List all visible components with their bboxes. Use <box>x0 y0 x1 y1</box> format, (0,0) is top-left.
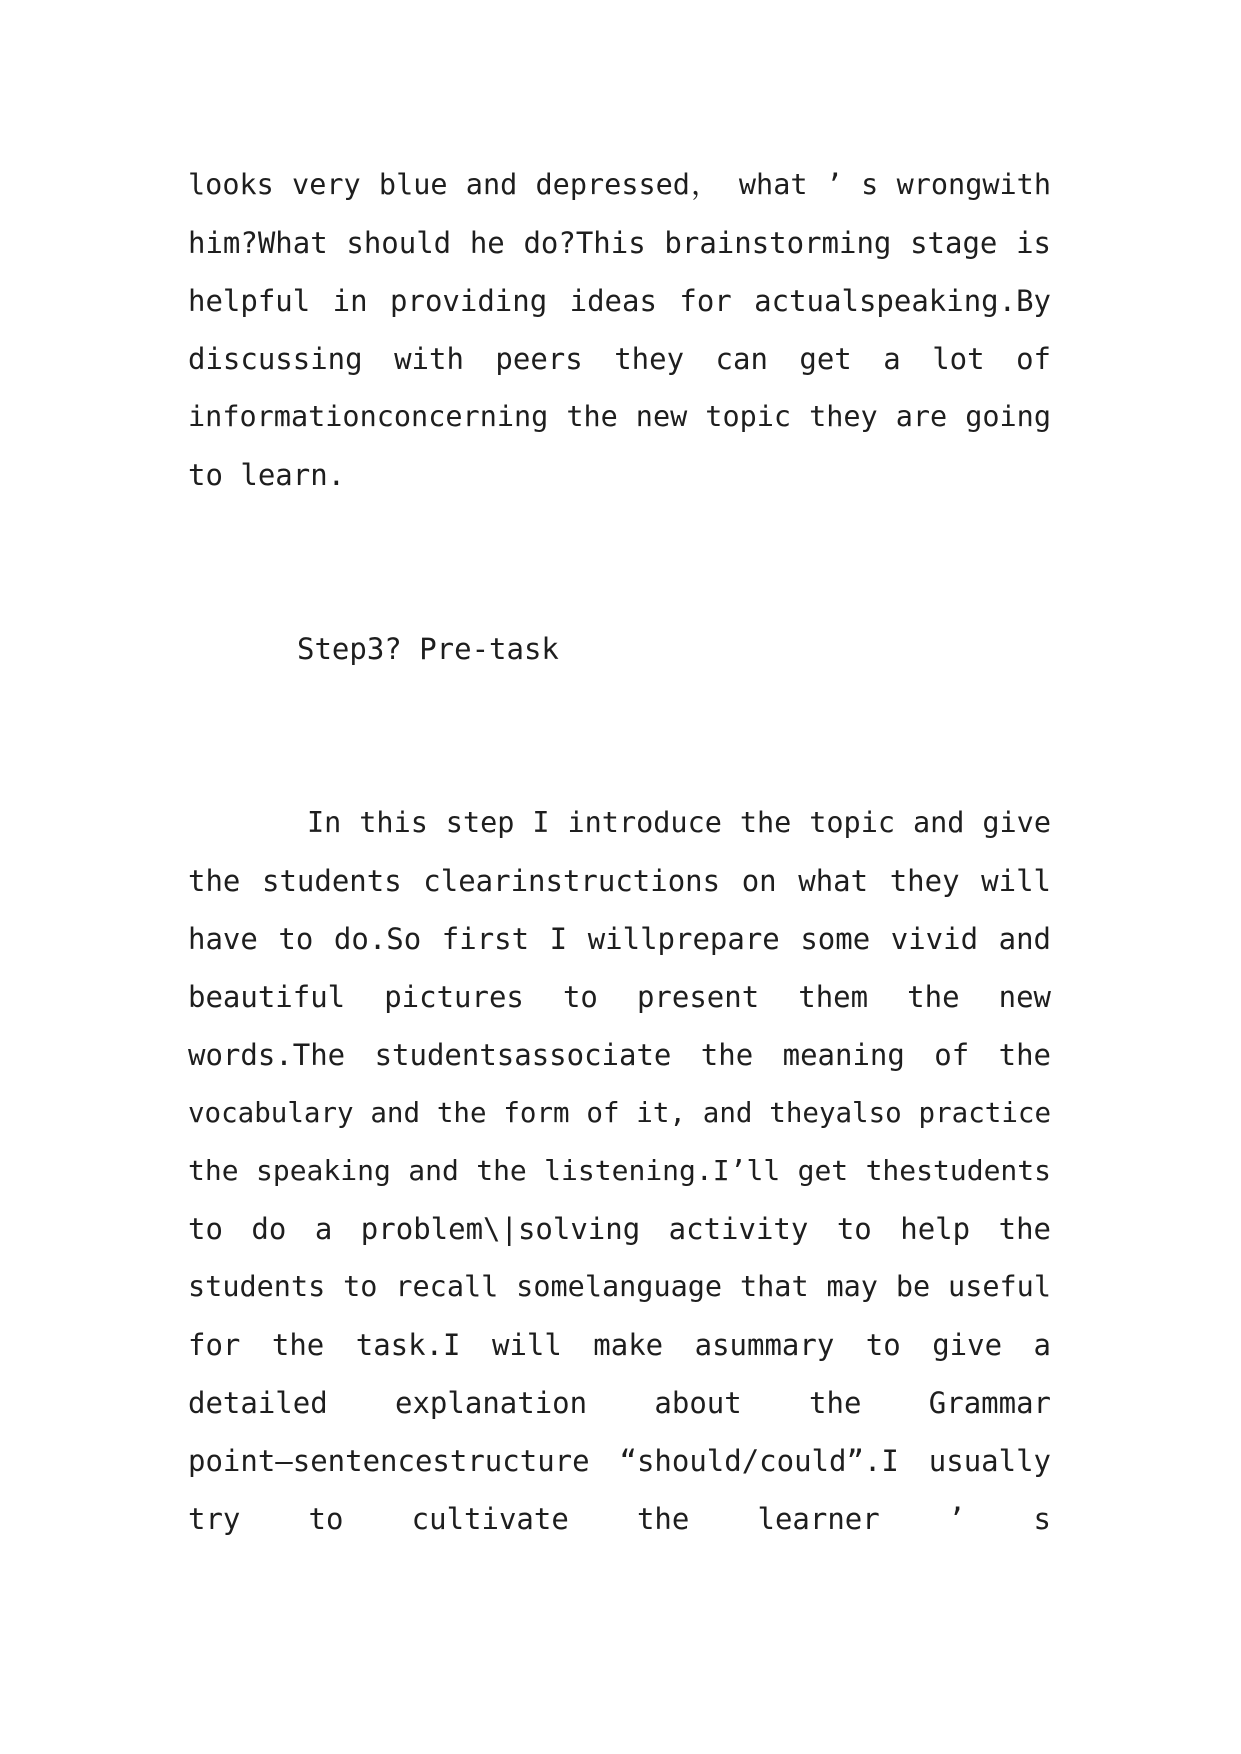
paragraph-line: detailed explanation about the Grammar <box>188 1386 1051 1420</box>
section-heading: Step3? Pre-task <box>297 632 559 666</box>
paragraph-line: informationconcerning the new topic they are going <box>188 400 1051 433</box>
paragraph-line: have to do.So first I willprepare some vivid and <box>188 922 1051 956</box>
paragraph-line: to learn. <box>188 458 346 492</box>
paragraph-line: discussing with peers they can get a lot of <box>188 342 1051 376</box>
paragraph-line: words.The studentsassociate the meaning of the <box>188 1038 1051 1072</box>
paragraph-line: vocabulary and the form of it, and theyalso practice <box>188 1097 1051 1129</box>
paragraph-line: for the task.I will make asummary to give a <box>188 1328 1051 1362</box>
paragraph-line: looks very blue and depressed， what ’ s wrongwith <box>188 168 1051 201</box>
paragraph-line: the students clearinstructions on what they will <box>188 864 1051 898</box>
paragraph-line: In this step I introduce the topic and give <box>307 806 1051 839</box>
paragraph-line: him?What should he do?This brainstorming stage is <box>188 226 1051 260</box>
paragraph-line: point—sentencestructure “should/could”.I usually <box>188 1444 1051 1478</box>
paragraph-line: to do a problem\|solving activity to help the <box>188 1212 1051 1246</box>
paragraph-line: beautiful pictures to present them the new <box>188 980 1051 1014</box>
paragraph-line: helpful in providing ideas for actualspeaking.By <box>188 284 1051 318</box>
paragraph-line: try to cultivate the learner ’ s <box>188 1502 1051 1536</box>
paragraph-line: students to recall somelanguage that may be useful <box>188 1270 1051 1303</box>
paragraph-line: the speaking and the listening.I’ll get thestudents <box>188 1154 1051 1187</box>
